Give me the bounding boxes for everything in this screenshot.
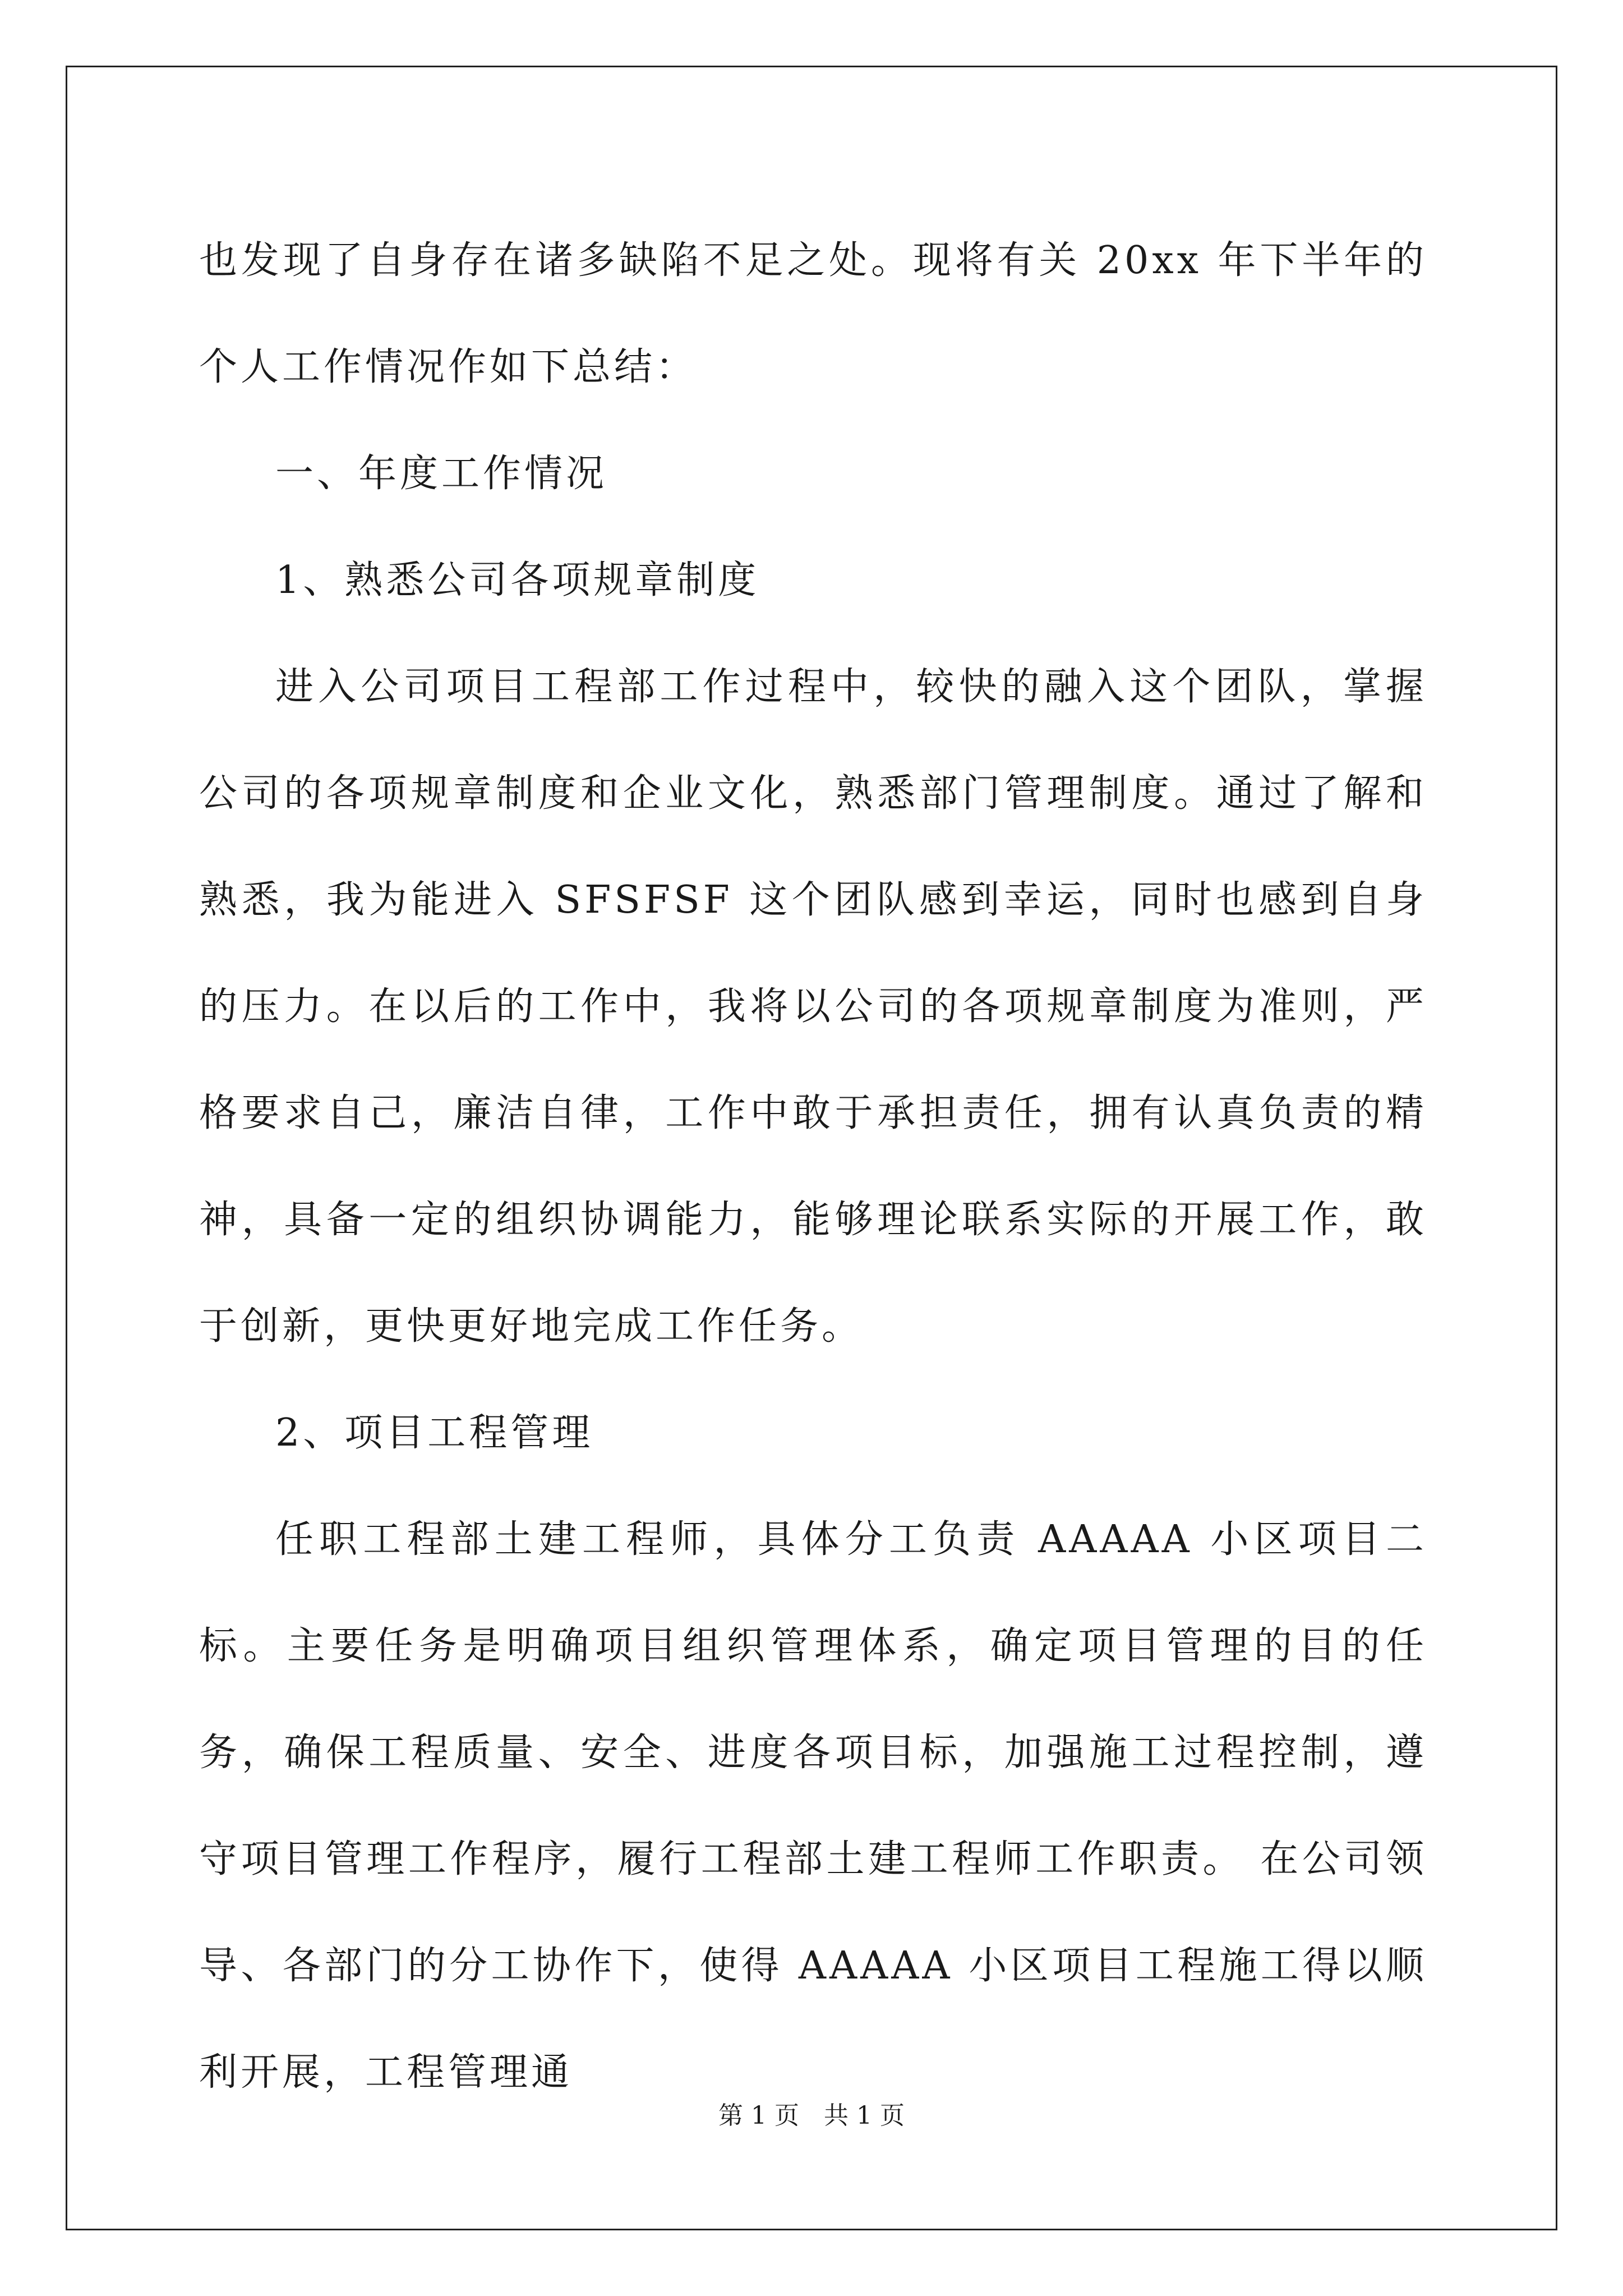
paragraph-company-rules: 进入公司项目工程部工作过程中，较快的融入这个团队，掌握公司的各项规章制度和企业文化，熟悉部门管理制度。通过了解和熟悉，我为能进入 SFSFSF 这个团队感到幸运，同时也感到自身的压力。在以后的工作中，我将以公司的各项规章制度为准则，严格要求自己，廉洁自律，工作中敢于承担责任，拥有认真负责的精神，具备一定的组织协调能力，能够理论联系实际的开展工作，敢于创新，更快更好地完成工作任务。 (199, 665, 1427, 1349)
document-body (199, 208, 1427, 2126)
paragraph-project-management: 任职工程部土建工程师，具体分工负责 AAAAA 小区项目二标。主要任务是明确项目组织管理体系，确定项目管理的目的任务，确保工程质量、安全、进度各项目标，加强施工过程控制，遵守项目管理工作程序，履行工程部土建工程师工作职责。 在公司领导、各部门的分工协作下，使得 AAAAA 小区项目工程施工得以顺利开展，工程管理通 (199, 1517, 1427, 2095)
page-number-footer: 第 1 页 共 1 页 (718, 2101, 905, 2130)
subheading-company-rules: 1、熟悉公司各项规章制度 (275, 558, 760, 602)
paragraph-intro-continuation: 也发现了自身存在诸多缺陷不足之处。现将有关 20xx 年下半年的个人工作情况作如下总结： (199, 238, 1427, 389)
heading-annual-work: 一、年度工作情况 (275, 452, 608, 496)
subheading-project-management: 2、项目工程管理 (275, 1411, 594, 1455)
